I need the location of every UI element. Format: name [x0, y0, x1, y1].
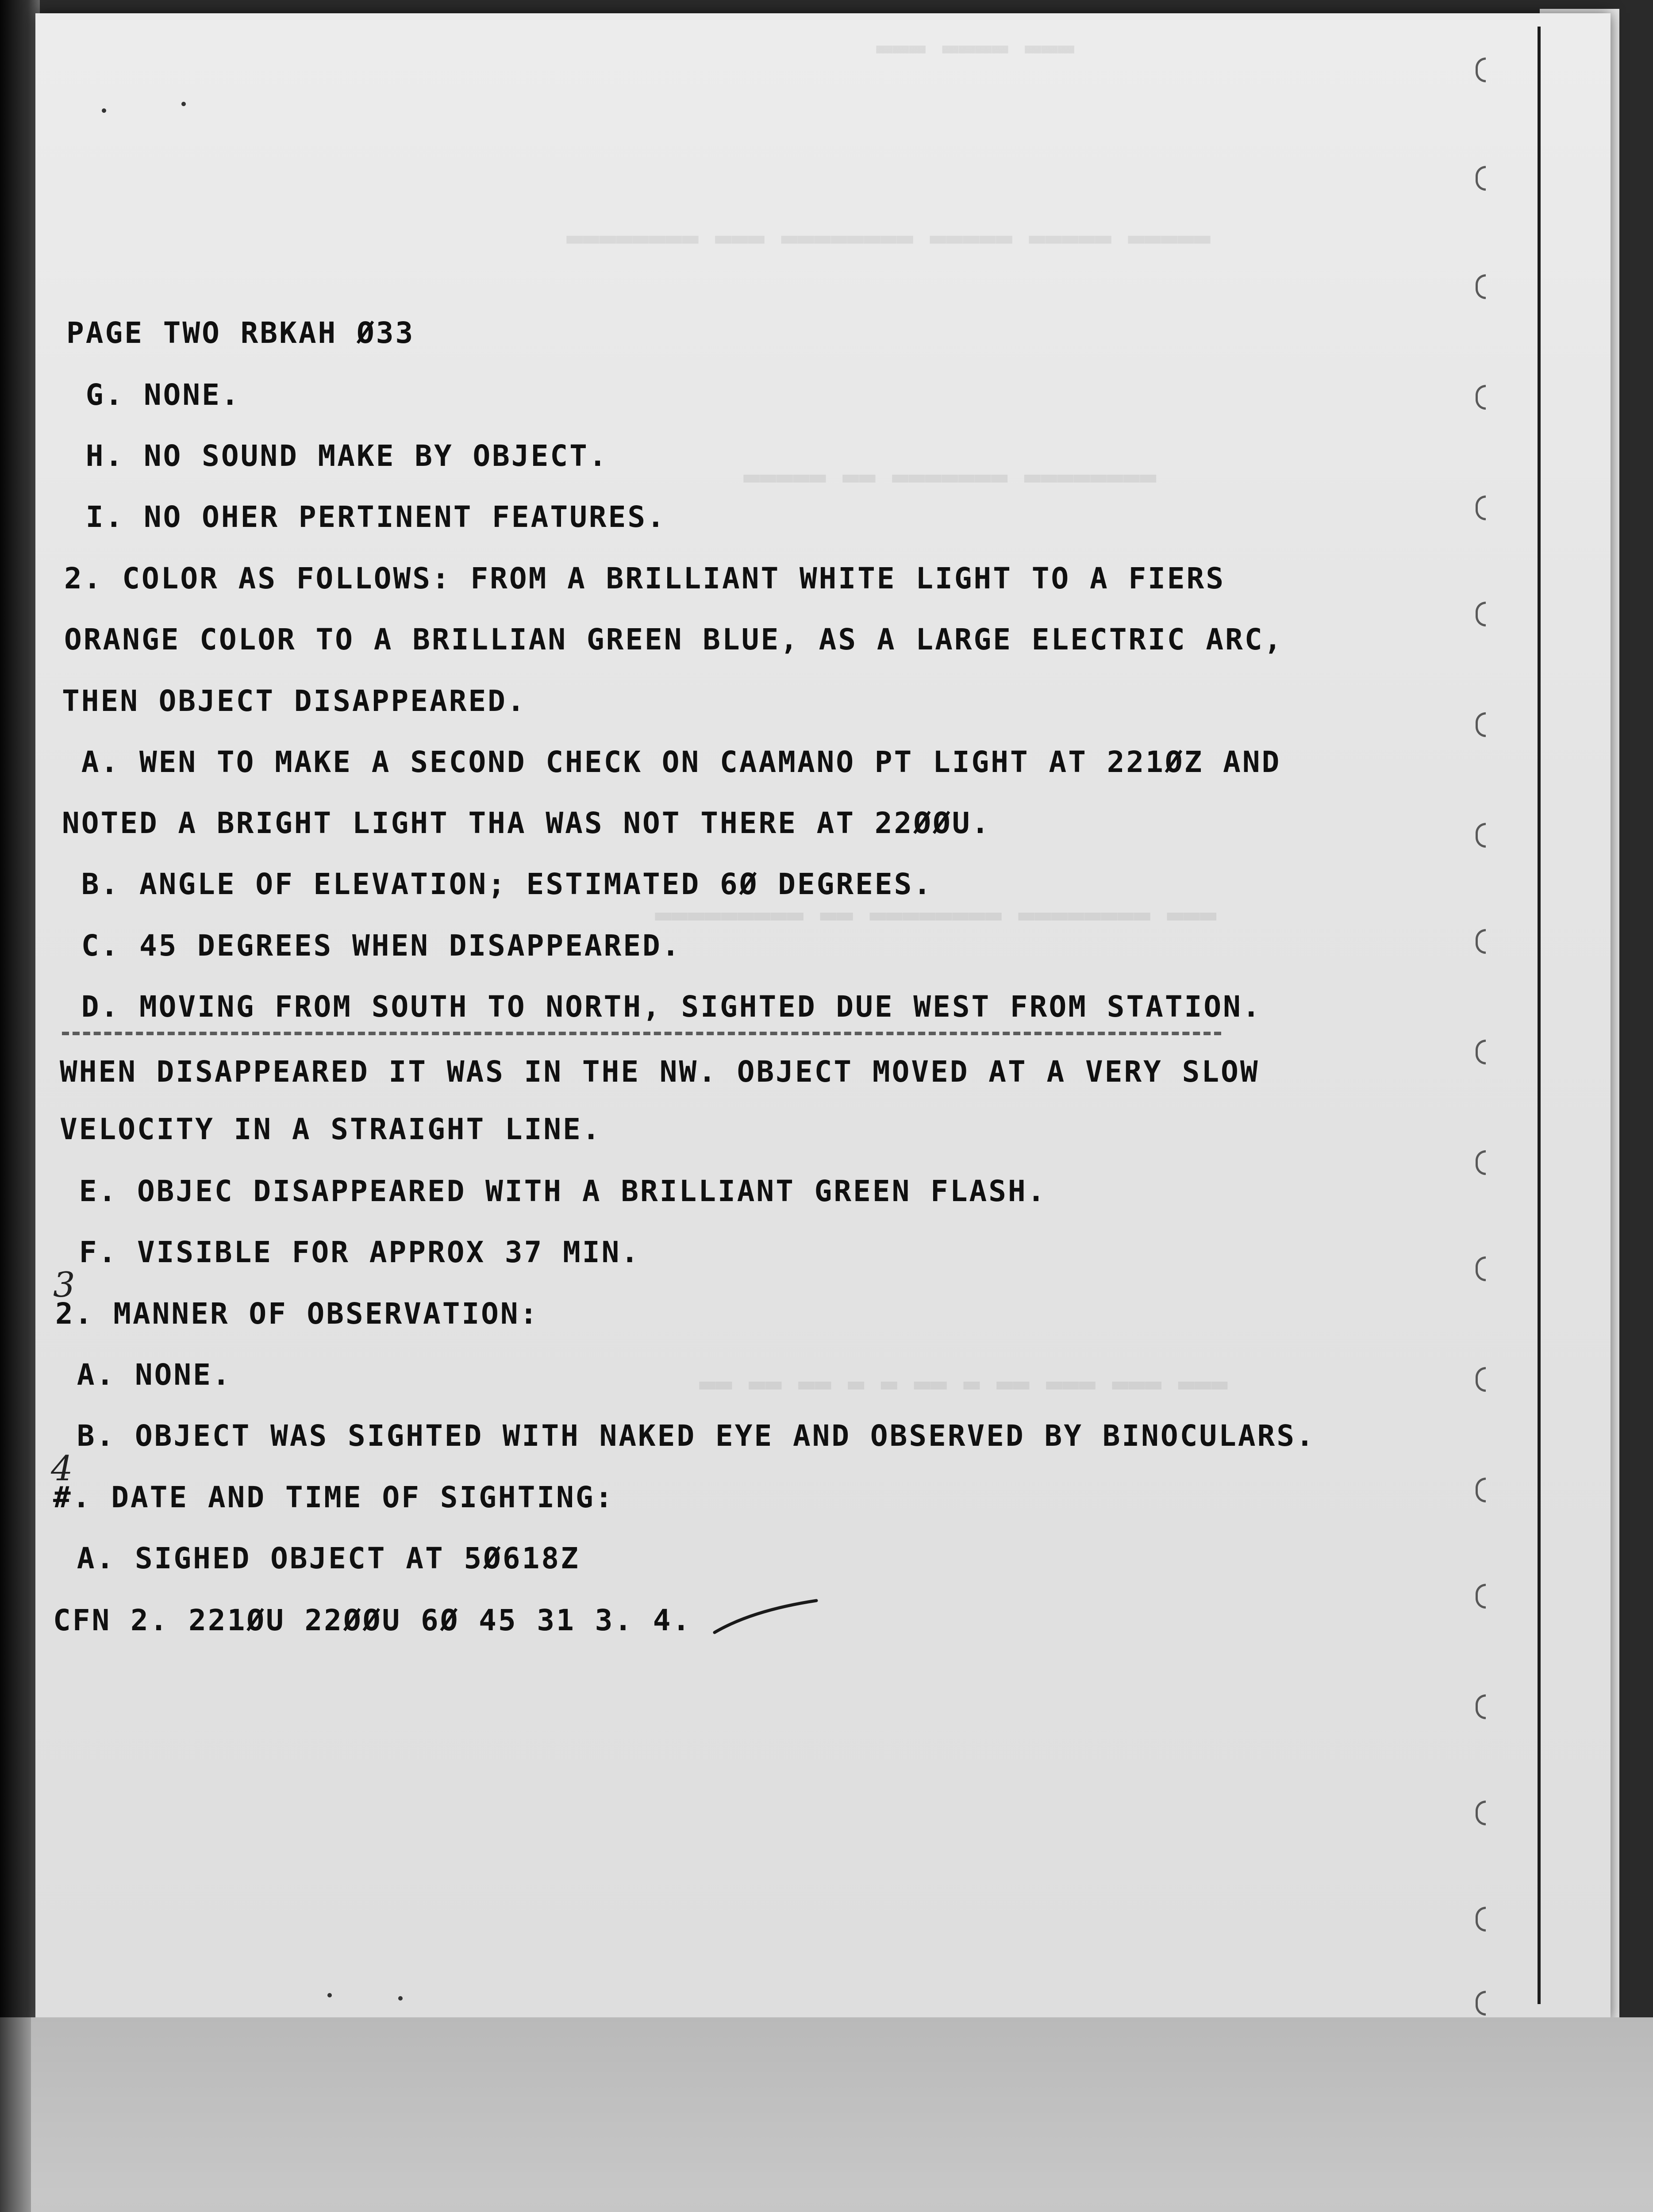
text-line: H. NO SOUND MAKE BY OBJECT. — [66, 439, 608, 473]
text-line: A. SIGHED OBJECT AT 5Ø618Z — [58, 1541, 580, 1575]
text-line: G. NONE. — [66, 378, 241, 412]
handwritten-correction: 3 — [53, 1265, 75, 1305]
page-header: PAGE TWO RBKAH Ø33 — [66, 316, 415, 350]
scan-bottom-corner — [0, 2017, 31, 2212]
scan-bottom-area — [0, 2017, 1653, 2212]
bleed-through-text: ▬▬▬ ▬▬▬▬▬▬▬▬ ▬▬▬▬▬▬▬▬ ▬▬ ▬▬▬▬▬▬▬▬▬ — [655, 898, 1217, 930]
text-line: B. OBJECT WAS SIGHTED WITH NAKED EYE AND OBSERVED BY BINOCULARS. — [58, 1419, 1315, 1453]
text-line: C. 45 DEGREES WHEN DISAPPEARED. — [62, 929, 681, 963]
text-line: F. VISIBLE FOR APPROX 37 MIN. — [60, 1235, 641, 1269]
speck — [102, 108, 106, 113]
text-line: D. MOVING FROM SOUTH TO NORTH, SIGHTED DUE WEST FROM STATION. — [62, 990, 1262, 1024]
bleed-through-text: ▬▬▬▬▬▬▬▬ ▬▬▬▬▬▬▬ ▬▬ ▬▬▬▬▬ — [743, 460, 1157, 492]
text-line: ORANGE COLOR TO A BRILLIAN GREEN BLUE, AS A LARGE ELECTRIC ARC, — [64, 622, 1284, 657]
text-line: I. NO OHER PERTINENT FEATURES. — [66, 500, 666, 534]
handwritten-correction: 4 — [51, 1449, 73, 1489]
text-line: VELOCITY IN A STRAIGHT LINE. — [60, 1112, 602, 1146]
text-line: A. WEN TO MAKE A SECOND CHECK ON CAAMANO PT LIGHT AT 221ØZ AND — [62, 745, 1281, 779]
speck — [327, 1993, 332, 1997]
text-line: CFN 2. 221ØU 22ØØU 6Ø 45 31 3. 4. — [53, 1603, 692, 1637]
text-line: NOTED A BRIGHT LIGHT THA WAS NOT THERE AT 22ØØU. — [62, 806, 991, 840]
scan-left-edge — [0, 0, 40, 2026]
text-line: 2. MANNER OF OBSERVATION: — [55, 1297, 539, 1331]
margin-line — [1538, 27, 1541, 2004]
overtype-artifact — [62, 1032, 1221, 1040]
bleed-through-text: ▬▬▬ ▬▬▬ ▬▬▬ ▬▬ ▬ ▬▬ ▬ ▬ ▬▬ ▬▬ ▬▬ — [699, 1367, 1228, 1399]
text-line: E. OBJEC DISAPPEARED WITH A BRILLIANT GREEN FLASH. — [60, 1174, 1047, 1208]
text-line: #. DATE AND TIME OF SIGHTING: — [53, 1480, 615, 1514]
text-line: THEN OBJECT DISAPPEARED. — [62, 684, 527, 718]
bleed-through-text: ▬▬▬▬▬ ▬▬▬▬▬ ▬▬▬▬▬ ▬▬▬▬▬▬▬▬ ▬▬▬ ▬▬▬▬▬▬▬▬ — [566, 221, 1211, 253]
text-line: B. ANGLE OF ELEVATION; ESTIMATED 6Ø DEGREES. — [62, 867, 933, 901]
bleed-through-text: ▬▬▬ ▬▬▬▬ ▬▬▬ — [876, 31, 1074, 63]
pen-stroke — [712, 1597, 819, 1637]
text-line: 2. COLOR AS FOLLOWS: FROM A BRILLIANT WHITE LIGHT TO A FIERS — [64, 561, 1226, 595]
text-line: A. NONE. — [58, 1358, 232, 1392]
speck — [181, 102, 186, 106]
speck — [398, 1996, 403, 2001]
text-line: WHEN DISAPPEARED IT WAS IN THE NW. OBJECT MOVED AT A VERY SLOW — [60, 1055, 1260, 1089]
